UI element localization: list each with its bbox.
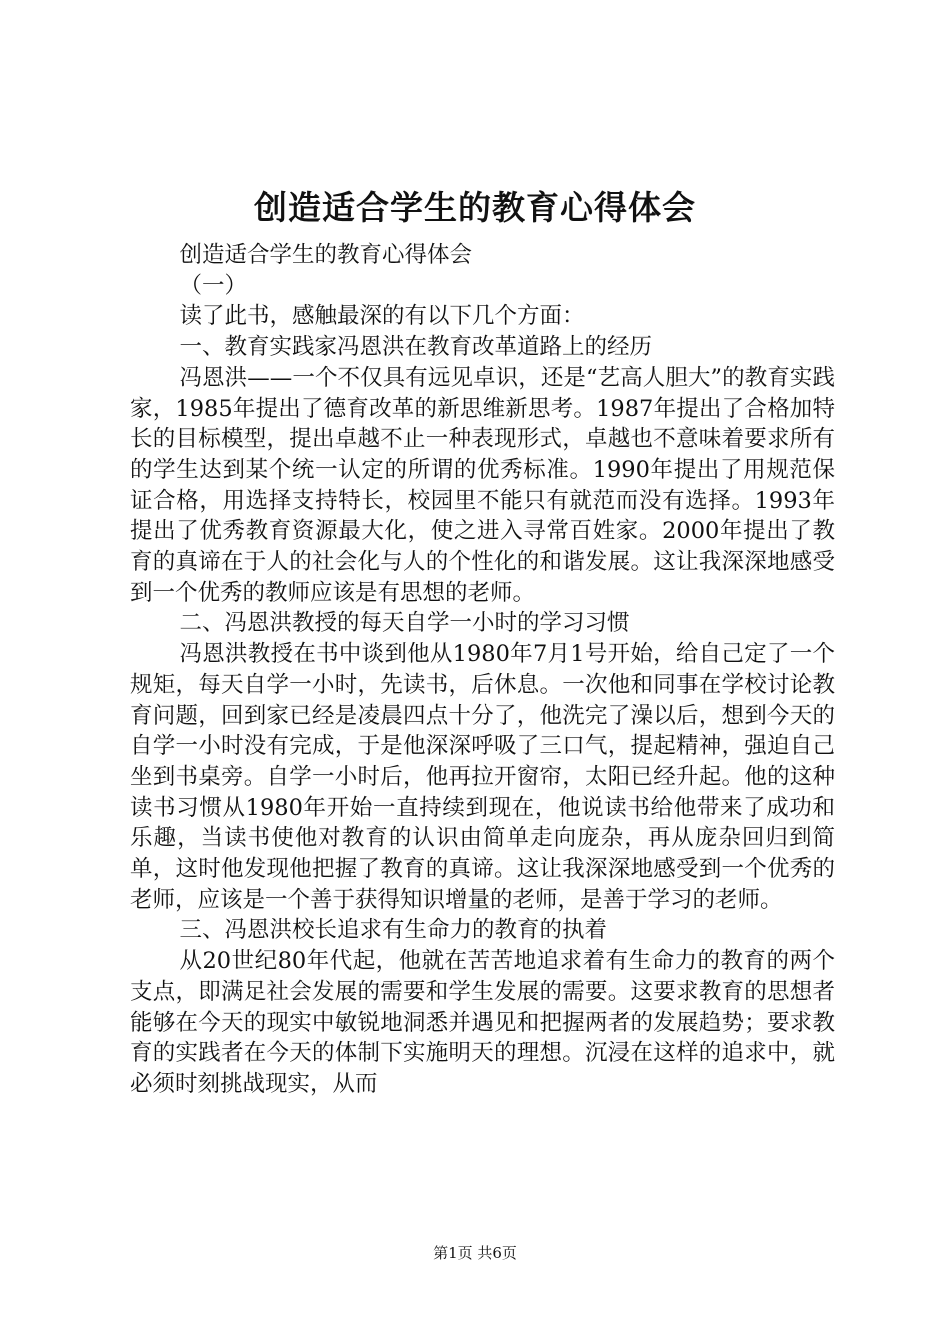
body-paragraph: 冯恩洪教授在书中谈到他从1980年7月1号开始，给自己定了一个规矩，每天自学一小时，先读书，后休息。一次他和同事在学校讨论教育问题，回到家已经是凌晨四点十分了，他洗完了澡以后，想到今天的自学一小时没有完成，于是他深深呼吸了三口气，提起精神，强迫自己坐到书桌旁。自学一小时后，他再拉开窗帘，太阳已经升起。他的这种读书习惯从1980年开始一直持续到现在，他说读书给他带来了成功和乐趣，当读书使他对教育的认识由简单走向庞杂，再从庞杂回归到简单，这时他发现他把握了教育的真谛。这让我深深地感受到一个优秀的老师，应该是一个善于获得知识增量的老师，是善于学习的老师。 <box>130 641 835 913</box>
body-paragraph: 从20世纪80年代起，他就在苦苦地追求着有生命力的教育的两个支点，即满足社会发展的需要和学生发展的需要。这要求教育的思想者能够在今天的现实中敏锐地洞悉并遇见和把握两者的发展趋势；要求教育的实践者在今天的体制下实施明天的理想。沉浸在这样的追求中，就必须时刻挑战现实，从而 <box>130 948 835 1097</box>
document-body <box>130 240 835 1100</box>
subtitle-paragraph: 创造适合学生的教育心得体会 <box>179 242 473 268</box>
section-number: （一） <box>179 272 248 299</box>
body-paragraph: 冯恩洪——一个不仅具有远见卓识，还是“艺高人胆大”的教育实践家，1985年提出了德育改革的新思维新思考。1987年提出了合格加特长的目标模型，提出卓越不止一种表现形式，卓越也不意味着要求所有的学生达到某个统一认定的所谓的优秀标准。1990年提出了用规范保证合格，用选择支持特长，校园里不能只有就范而没有选择。1993年提出了优秀教育资源最大化，使之进入寻常百姓家。2000年提出了教育的真谛在于人的社会化与人的个性化的和谐发展。这让我深深地感受到一个优秀的教师应该是有思想的老师。 <box>130 364 835 606</box>
heading-one: 一、教育实践家冯恩洪在教育改革道路上的经历 <box>179 334 653 361</box>
page-footer: 第1页 共6页 <box>433 1244 517 1262</box>
intro-paragraph: 读了此书，感触最深的有以下几个方面： <box>179 303 585 330</box>
heading-two: 二、冯恩洪教授的每天自学一小时的学习习惯 <box>179 610 630 637</box>
document-title: 创造适合学生的教育心得体会 <box>254 188 696 227</box>
heading-three: 三、冯恩洪校长追求有生命力的教育的执着 <box>179 917 608 944</box>
